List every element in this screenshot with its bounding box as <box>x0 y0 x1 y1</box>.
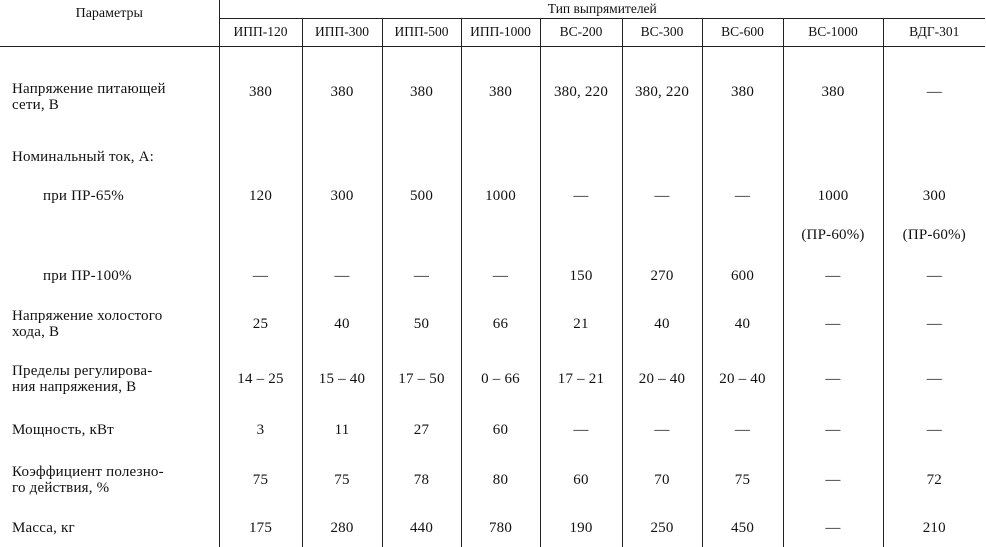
row-label-line: при ПР-65% <box>43 188 124 204</box>
table-cell: — <box>622 175 702 217</box>
table-cell: 27 <box>382 409 461 451</box>
row-label <box>0 175 219 217</box>
table-cell: 17 – 21 <box>540 349 622 409</box>
table-cell <box>382 139 461 175</box>
table-cell: 380 <box>382 46 461 139</box>
table-cell: 210 <box>922 519 946 536</box>
row-label <box>0 217 219 253</box>
row-label-line: Пределы регулирова- <box>12 363 153 379</box>
table-cell: 21 <box>540 299 622 349</box>
row-label <box>0 46 219 139</box>
table-cell: — <box>382 253 461 299</box>
table-cell <box>702 217 783 253</box>
table-cell <box>302 139 382 175</box>
table-row <box>0 175 985 217</box>
row-label <box>0 451 219 509</box>
table-cell: 780 <box>461 509 540 547</box>
row-label <box>0 509 219 547</box>
table-row <box>0 451 985 509</box>
table-cell <box>219 139 302 175</box>
row-label-line: Номинальный ток, А: <box>12 149 155 165</box>
table-cell: 190 <box>540 509 622 547</box>
table-cell: — <box>302 253 382 299</box>
table-cell: 40 <box>302 299 382 349</box>
column-header: ВС-300 <box>622 18 702 46</box>
rectifier-type-group-header: Тип выпрямителей <box>547 0 657 16</box>
row-label-line: Мощность, кВт <box>12 422 114 438</box>
table-cell: — <box>783 409 883 451</box>
table-cell <box>883 139 985 175</box>
row-label-line: Напряжение питающей <box>12 80 166 97</box>
table-cell <box>461 217 540 253</box>
table-cell: 500 <box>382 175 461 217</box>
row-label-line: Коэффициент полезно- <box>12 464 164 480</box>
table-cell: — <box>783 253 883 299</box>
table-cell: 1000 <box>461 175 540 217</box>
table-cell: — <box>622 409 702 451</box>
table-cell: 120 <box>219 175 302 217</box>
row-label-line: Напряжение холостого <box>12 308 163 324</box>
table-cell: 270 <box>622 253 702 299</box>
table-row <box>0 217 985 253</box>
row-label-line: го действия, % <box>12 480 110 496</box>
table-cell: 380 <box>783 46 883 139</box>
table-cell: — <box>783 349 883 409</box>
table-cell: — <box>926 267 942 284</box>
table-cell: 450 <box>702 509 783 547</box>
table-cell: 3 <box>219 409 302 451</box>
table-cell: — <box>702 175 783 217</box>
table-cell: 11 <box>302 409 382 451</box>
row-label-line: хода, В <box>12 324 60 340</box>
table-cell: 66 <box>461 299 540 349</box>
table-cell: 60 <box>461 409 540 451</box>
row-label-line: при ПР-100% <box>43 268 132 284</box>
table-cell: 380 <box>302 46 382 139</box>
table-cell: 380, 220 <box>540 46 622 139</box>
table-cell: 380 <box>219 46 302 139</box>
table-cell: 440 <box>382 509 461 547</box>
table-cell: 78 <box>382 451 461 509</box>
table-cell <box>302 217 382 253</box>
table-cell: — <box>926 315 942 332</box>
table-cell: — <box>783 299 883 349</box>
table-cell: 600 <box>702 253 783 299</box>
table-cell: 17 – 50 <box>382 349 461 409</box>
table-cell: 300 <box>302 175 382 217</box>
row-label <box>0 409 219 451</box>
column-header: ВДГ-301 <box>909 24 960 39</box>
table-cell <box>702 139 783 175</box>
table-cell: 150 <box>540 253 622 299</box>
table-cell: 70 <box>622 451 702 509</box>
table-cell: — <box>926 421 942 438</box>
column-header: ИПП-120 <box>219 18 302 46</box>
column-header: ИПП-1000 <box>461 18 540 46</box>
row-label <box>0 253 219 299</box>
table-row <box>0 139 985 175</box>
column-header: ИПП-300 <box>302 18 382 46</box>
table-cell <box>382 217 461 253</box>
column-header: ИПП-500 <box>382 18 461 46</box>
column-header: ВС-1000 <box>783 18 883 46</box>
table-cell: — <box>926 370 942 387</box>
row-label <box>0 349 219 409</box>
table-cell: (ПР-60%) <box>902 226 966 243</box>
table-cell: 380 <box>461 46 540 139</box>
table-cell: 380 <box>702 46 783 139</box>
table-cell: — <box>219 253 302 299</box>
table-cell: 50 <box>382 299 461 349</box>
table-cell: — <box>540 175 622 217</box>
row-label <box>0 299 219 349</box>
table-cell: 300 <box>922 187 946 204</box>
row-label-line: сети, В <box>12 96 59 113</box>
parameters-column-header: Параметры <box>0 0 219 46</box>
table-cell: 0 – 66 <box>461 349 540 409</box>
table-cell: 380, 220 <box>622 46 702 139</box>
table-cell: 20 – 40 <box>622 349 702 409</box>
table-cell: 72 <box>926 471 942 488</box>
table-cell: 175 <box>219 509 302 547</box>
table-cell: 1000 <box>783 175 883 217</box>
table-cell: — <box>783 509 883 547</box>
table-cell: 280 <box>302 509 382 547</box>
table-cell: 60 <box>540 451 622 509</box>
table-cell: 25 <box>219 299 302 349</box>
table-cell: 15 – 40 <box>302 349 382 409</box>
row-label-line: Масса, кг <box>12 520 75 536</box>
table-cell <box>622 217 702 253</box>
table-cell: 40 <box>702 299 783 349</box>
table-cell <box>783 139 883 175</box>
row-label <box>0 139 219 175</box>
table-cell: — <box>783 451 883 509</box>
table-cell: 80 <box>461 451 540 509</box>
column-header: ВС-200 <box>540 18 622 46</box>
table-cell: 75 <box>219 451 302 509</box>
table-cell: — <box>926 84 942 101</box>
table-cell <box>219 217 302 253</box>
table-cell: 40 <box>622 299 702 349</box>
table-cell: — <box>702 409 783 451</box>
table-row <box>0 299 985 349</box>
row-label-line: ния напряжения, В <box>12 379 137 395</box>
table-row <box>0 509 985 547</box>
table-row <box>0 349 985 409</box>
table-cell: 75 <box>702 451 783 509</box>
header-row-group <box>0 0 985 18</box>
table-cell: 14 – 25 <box>219 349 302 409</box>
column-header: ВС-600 <box>702 18 783 46</box>
table-cell: 75 <box>302 451 382 509</box>
table-cell <box>461 139 540 175</box>
table-cell: 20 – 40 <box>702 349 783 409</box>
table-cell: — <box>540 409 622 451</box>
table-cell <box>622 139 702 175</box>
table-cell <box>540 139 622 175</box>
table-cell: 250 <box>622 509 702 547</box>
table-cell <box>540 217 622 253</box>
table-cell: — <box>461 253 540 299</box>
table-row <box>0 409 985 451</box>
table-row <box>0 253 985 299</box>
table-cell: (ПР-60%) <box>783 217 883 253</box>
table-row <box>0 46 985 139</box>
